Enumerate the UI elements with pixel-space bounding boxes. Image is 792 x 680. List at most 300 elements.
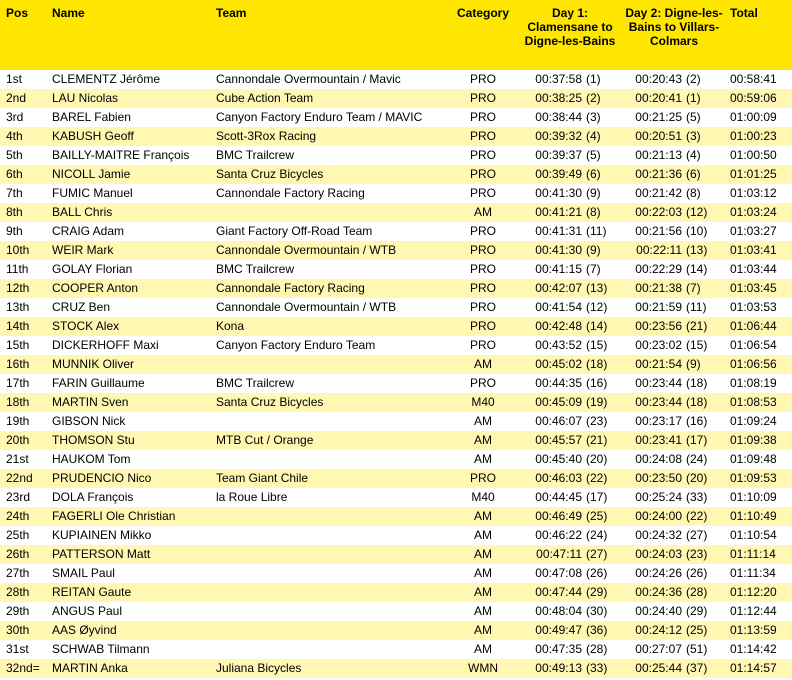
cell-total: 01:00:50 [730,148,777,162]
day2-time: 00:21:13 [635,148,682,162]
cell-team [210,564,450,583]
cell-total: 01:09:38 [730,433,777,447]
day1-time: 00:47:08 [535,566,582,580]
cell-total: 01:00:23 [730,129,777,143]
table-row [0,526,792,545]
cell-team [210,355,450,374]
cell-pos: 10th [6,243,30,257]
day1-rank: (28) [586,642,608,656]
cell-total: 01:10:54 [730,528,777,542]
cell-pos: 21st [6,452,29,466]
day1-time: 00:41:54 [535,300,582,314]
day2-rank: (16) [686,414,708,428]
cell-team [210,545,450,564]
cell-day2 [624,203,724,222]
day1-rank: (36) [586,623,608,637]
cell-pos: 22nd [6,471,33,485]
cell-total: 01:10:09 [730,490,777,504]
day1-rank: (3) [586,110,601,124]
cell-team [210,583,450,602]
cell-pos: 15th [6,338,30,352]
day2-rank: (5) [686,110,701,124]
cell-day1 [516,659,624,678]
cell-name: MARTIN Anka [52,661,128,675]
cell-team [210,602,450,621]
cell-total: 01:09:48 [730,452,777,466]
cell-name: MARTIN Sven [52,395,129,409]
day2-rank: (37) [686,661,708,675]
cell-name: NICOLL Jamie [52,167,131,181]
cell-day1 [516,583,624,602]
cell-day2 [624,241,724,260]
table-row [0,260,792,279]
cell-team: Team Giant Chile [216,471,309,485]
cell-day1 [516,412,624,431]
cell-category: AM [474,642,492,656]
cell-category: WMN [468,661,498,675]
cell-day2 [624,583,724,602]
day2-time: 00:23:44 [635,395,682,409]
cell-day1 [516,336,624,355]
cell-day2 [624,393,724,412]
cell-total: 01:08:19 [730,376,777,390]
table-row [0,89,792,108]
cell-day1 [516,526,624,545]
cell-pos: 4th [6,129,23,143]
cell-pos: 20th [6,433,30,447]
table-body [0,70,792,678]
day1-rank: (27) [586,547,608,561]
cell-name: CLEMENTZ Jérôme [52,72,161,86]
table-row [0,564,792,583]
table-row [0,412,792,431]
day2-rank: (13) [686,243,708,257]
day2-time: 00:27:07 [635,642,682,656]
day1-rank: (26) [586,566,608,580]
cell-pos: 9th [6,224,23,238]
cell-day1 [516,70,624,89]
cell-name: THOMSON Stu [52,433,135,447]
day2-time: 00:20:41 [635,91,682,105]
cell-pos: 31st [6,642,29,656]
cell-day1 [516,602,624,621]
cell-total: 01:00:09 [730,110,777,124]
cell-name: BAILLY-MAITRE François [52,148,190,162]
day1-time: 00:46:49 [535,509,582,523]
day2-time: 00:23:56 [635,319,682,333]
header-total: Total [730,6,758,20]
day1-time: 00:49:47 [535,623,582,637]
day2-time: 00:24:12 [635,623,682,637]
cell-team: Santa Cruz Bicycles [216,395,324,409]
day1-time: 00:43:52 [535,338,582,352]
cell-total: 01:10:49 [730,509,777,523]
day1-rank: (14) [586,319,608,333]
day2-time: 00:21:54 [635,357,682,371]
cell-name: PATTERSON Matt [52,547,151,561]
day1-rank: (5) [586,148,601,162]
table-header [0,0,792,70]
cell-category: AM [474,509,492,523]
day2-rank: (51) [686,642,708,656]
cell-day2 [624,507,724,526]
cell-category: AM [474,414,492,428]
cell-team: Canyon Factory Enduro Team [216,338,376,352]
cell-name: COOPER Anton [52,281,139,295]
cell-day2 [624,165,724,184]
day2-rank: (17) [686,433,708,447]
cell-team: Cube Action Team [216,91,314,105]
day2-rank: (9) [686,357,701,371]
cell-total: 00:58:41 [730,72,777,86]
day1-rank: (16) [586,376,608,390]
cell-day1 [516,355,624,374]
day1-time: 00:38:44 [535,110,582,124]
day2-rank: (10) [686,224,708,238]
cell-name: CRUZ Ben [52,300,111,314]
table-row [0,545,792,564]
cell-category: PRO [469,281,496,295]
cell-category: AM [474,433,492,447]
day1-time: 00:47:35 [535,642,582,656]
day1-rank: (11) [586,224,607,238]
cell-category: PRO [469,243,496,257]
day2-time: 00:25:44 [635,661,682,675]
table-row [0,355,792,374]
day2-rank: (21) [686,319,708,333]
cell-team [210,621,450,640]
day2-rank: (27) [686,528,708,542]
cell-pos: 16th [6,357,30,371]
cell-team: Cannondale Overmountain / WTB [216,243,397,257]
cell-day2 [624,602,724,621]
table-row [0,488,792,507]
cell-category: PRO [469,148,496,162]
cell-total: 01:06:54 [730,338,777,352]
day2-time: 00:23:50 [635,471,682,485]
day2-rank: (11) [686,300,707,314]
day1-time: 00:45:02 [535,357,582,371]
day1-rank: (1) [586,72,601,86]
cell-day1 [516,184,624,203]
day2-time: 00:24:26 [635,566,682,580]
table-row [0,583,792,602]
day1-rank: (9) [586,243,601,257]
day1-rank: (30) [586,604,608,618]
cell-total: 01:03:45 [730,281,777,295]
table-row [0,317,792,336]
day1-time: 00:39:49 [535,167,582,181]
cell-day2 [624,374,724,393]
day1-rank: (21) [586,433,608,447]
day1-time: 00:45:57 [535,433,582,447]
day2-time: 00:21:56 [635,224,682,238]
day2-time: 00:20:51 [635,129,682,143]
day1-time: 00:44:45 [535,490,582,504]
cell-category: PRO [469,376,496,390]
cell-day1 [516,89,624,108]
table-row [0,165,792,184]
cell-name: DOLA François [52,490,134,504]
cell-day2 [624,222,724,241]
day2-time: 00:22:29 [635,262,682,276]
cell-day2 [624,621,724,640]
table-row [0,450,792,469]
cell-category: AM [474,205,492,219]
day2-time: 00:24:40 [635,604,682,618]
table-row [0,108,792,127]
cell-name: MUNNIK Oliver [52,357,135,371]
cell-team: MTB Cut / Orange [216,433,314,447]
cell-team: Scott-3Rox Racing [216,129,317,143]
cell-name: CRAIG Adam [52,224,125,238]
day1-rank: (29) [586,585,608,599]
day2-time: 00:23:44 [635,376,682,390]
cell-category: PRO [469,338,496,352]
cell-total: 01:12:20 [730,585,777,599]
table-row [0,621,792,640]
cell-day1 [516,450,624,469]
cell-name: LAU Nicolas [52,91,119,105]
day2-time: 00:24:03 [635,547,682,561]
cell-total: 01:03:24 [730,205,777,219]
cell-category: AM [474,623,492,637]
cell-pos: 12th [6,281,30,295]
cell-name: KUPIAINEN Mikko [52,528,152,542]
cell-day2 [624,317,724,336]
cell-pos: 14th [6,319,30,333]
cell-team [210,640,450,659]
cell-name: KABUSH Geoff [52,129,134,143]
cell-day2 [624,469,724,488]
cell-name: GOLAY Florian [52,262,133,276]
cell-day1 [516,564,624,583]
day2-rank: (33) [686,490,708,504]
day1-time: 00:37:58 [535,72,582,86]
day1-time: 00:46:22 [535,528,582,542]
cell-name: STOCK Alex [52,319,120,333]
cell-category: PRO [469,167,496,181]
cell-total: 01:03:44 [730,262,777,276]
day2-time: 00:24:00 [635,509,682,523]
cell-total: 01:03:12 [730,186,777,200]
cell-day2 [624,355,724,374]
day1-time: 00:39:37 [535,148,582,162]
cell-day1 [516,640,624,659]
day1-time: 00:49:13 [535,661,582,675]
cell-category: PRO [469,91,496,105]
day1-rank: (13) [586,281,608,295]
cell-day2 [624,488,724,507]
table-row [0,146,792,165]
day2-rank: (25) [686,623,708,637]
cell-category: PRO [469,72,496,86]
day1-time: 00:41:30 [535,243,582,257]
cell-team [210,203,450,222]
day2-rank: (29) [686,604,708,618]
cell-pos: 18th [6,395,30,409]
cell-day1 [516,393,624,412]
cell-name: HAUKOM Tom [52,452,131,466]
cell-total: 01:03:27 [730,224,777,238]
cell-day1 [516,127,624,146]
day2-rank: (24) [686,452,708,466]
cell-pos: 2nd [6,91,27,105]
cell-team: BMC Trailcrew [216,262,295,276]
cell-name: SMAIL Paul [52,566,115,580]
cell-day1 [516,621,624,640]
cell-day2 [624,640,724,659]
cell-day1 [516,279,624,298]
cell-total: 01:14:57 [730,661,777,675]
cell-pos: 23rd [6,490,31,504]
day2-time: 00:21:38 [635,281,682,295]
day2-rank: (7) [686,281,701,295]
day2-rank: (26) [686,566,708,580]
day1-rank: (6) [586,167,601,181]
day2-rank: (18) [686,395,708,409]
header-pos: Pos [6,6,29,20]
cell-day2 [624,412,724,431]
table-row [0,507,792,526]
day1-time: 00:47:11 [536,547,582,561]
cell-day2 [624,298,724,317]
table-row [0,298,792,317]
day1-time: 00:44:35 [535,376,582,390]
cell-name: REITAN Gaute [52,585,132,599]
day1-rank: (17) [586,490,608,504]
table-row [0,184,792,203]
day1-rank: (15) [586,338,608,352]
cell-day1 [516,298,624,317]
cell-pos: 27th [6,566,30,580]
day2-rank: (18) [686,376,708,390]
cell-pos: 25th [6,528,30,542]
cell-pos: 26th [6,547,30,561]
day2-time: 00:25:24 [635,490,682,504]
cell-total: 01:11:14 [730,547,776,561]
day2-rank: (28) [686,585,708,599]
day2-time: 00:24:08 [635,452,682,466]
day2-time: 00:22:03 [635,205,682,219]
cell-day2 [624,526,724,545]
cell-pos: 11th [6,262,29,276]
day2-rank: (12) [686,205,708,219]
cell-name: FARIN Guillaume [52,376,145,390]
day2-time: 00:23:02 [635,338,682,352]
cell-total: 01:03:41 [730,243,777,257]
table-row [0,241,792,260]
cell-pos: 6th [6,167,23,181]
cell-pos: 28th [6,585,30,599]
cell-name: BAREL Fabien [52,110,131,124]
day1-rank: (22) [586,471,608,485]
day2-time: 00:21:36 [635,167,682,181]
cell-day1 [516,469,624,488]
table-row [0,127,792,146]
cell-day2 [624,450,724,469]
cell-pos: 29th [6,604,30,618]
cell-category: AM [474,585,492,599]
cell-category: PRO [469,471,496,485]
day2-time: 00:20:43 [635,72,682,86]
cell-day2 [624,336,724,355]
cell-team: BMC Trailcrew [216,148,295,162]
cell-team [210,526,450,545]
cell-total: 01:03:53 [730,300,777,314]
table-row [0,393,792,412]
cell-day2 [624,279,724,298]
cell-category: PRO [469,110,496,124]
cell-day1 [516,260,624,279]
table-row [0,374,792,393]
day2-time: 00:23:41 [635,433,682,447]
table-row [0,469,792,488]
cell-day2 [624,184,724,203]
cell-pos: 3rd [6,110,24,124]
day1-time: 00:41:15 [535,262,582,276]
cell-day2 [624,127,724,146]
cell-day1 [516,222,624,241]
cell-team: BMC Trailcrew [216,376,295,390]
day2-rank: (3) [686,129,701,143]
day1-rank: (24) [586,528,608,542]
day1-rank: (23) [586,414,608,428]
header-day2: Day 2: Digne-les-Bains to Villars-Colmars [625,6,723,48]
cell-pos: 17th [6,376,30,390]
header-team: Team [216,6,247,20]
day1-time: 00:45:09 [535,395,582,409]
cell-day1 [516,203,624,222]
cell-day2 [624,70,724,89]
day1-rank: (9) [586,186,601,200]
day1-time: 00:41:31 [535,224,582,238]
cell-day1 [516,317,624,336]
cell-day2 [624,564,724,583]
day1-time: 00:48:04 [535,604,582,618]
cell-team: la Roue Libre [216,490,288,504]
cell-category: PRO [469,186,496,200]
day1-rank: (19) [586,395,608,409]
day1-rank: (33) [586,661,608,675]
table-row [0,222,792,241]
day2-time: 00:23:17 [635,414,682,428]
cell-name: FAGERLI Ole Christian [52,509,176,523]
cell-category: PRO [469,300,496,314]
cell-team: Kona [216,319,245,333]
cell-name: DICKERHOFF Maxi [52,338,159,352]
cell-pos: 32nd= [6,661,40,675]
day2-time: 00:21:42 [635,186,682,200]
cell-pos: 1st [6,72,23,86]
day1-rank: (20) [586,452,608,466]
cell-name: BALL Chris [52,205,113,219]
day2-time: 00:24:36 [635,585,682,599]
cell-day1 [516,545,624,564]
cell-category: PRO [469,129,496,143]
day1-time: 00:42:48 [535,319,582,333]
cell-team: Cannondale Factory Racing [216,186,365,200]
cell-name: SCHWAB Tilmann [52,642,150,656]
cell-team: Juliana Bicycles [216,661,302,675]
day1-time: 00:47:44 [535,585,582,599]
cell-pos: 8th [6,205,23,219]
cell-name: AAS Øyvind [52,623,117,637]
day1-time: 00:39:32 [535,129,582,143]
header-day1: Day 1: Clamensane to Digne-les-Bains [524,6,616,48]
cell-name: ANGUS Paul [52,604,123,618]
cell-day1 [516,165,624,184]
